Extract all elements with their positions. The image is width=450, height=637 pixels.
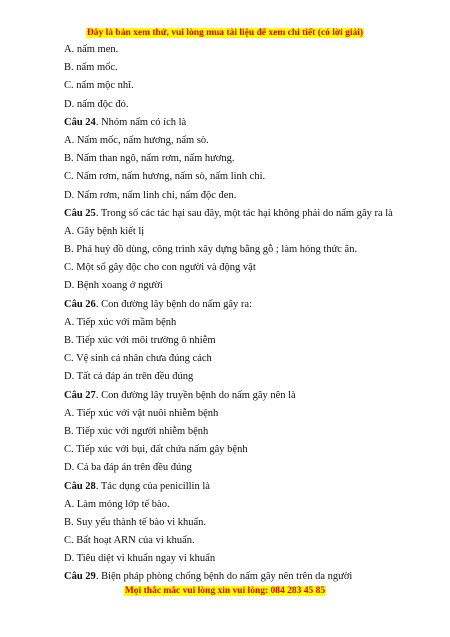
answer-option: A. Tiếp xúc với mầm bệnh [64,316,177,328]
question-text: . Nhóm nấm có ích là [95,116,187,128]
question-stem [64,296,434,314]
question-text: . Con đường lây bệnh do nấm gây ra: [95,298,252,310]
question-stem [64,114,434,132]
answer-option: D. Tất cả đáp án trên đều đúng [64,371,194,383]
question-number: Câu 28 [64,480,96,492]
question-number: Câu 25 [64,207,96,219]
question-text: . Trong số các tác hại sau đây, một tác hại không phải do nấm gây ra là [95,207,393,219]
answer-option: A. Làm mỏng lớp tế bào. [64,498,170,510]
header-banner-text: Đây là bản xem thử, vui lòng mua tài liệu để xem chi tiết (có lời giải) [86,28,364,38]
answer-option: B. Suy yếu thành tế bào vi khuẩn. [64,516,207,528]
question-stem [64,205,434,223]
question-stem [64,568,434,586]
answer-option: B. nấm mốc. [64,62,118,74]
answer-option: A. Nấm mốc, nấm hương, nấm sò. [64,134,209,146]
question-number: Câu 27 [64,389,96,401]
question-text: . Tác dụng của penicillin là [95,480,210,492]
question-text: . Biện pháp phòng chống bệnh do nấm gây nên trên da người [95,571,353,583]
question-stem [64,387,434,405]
answer-option: A. nấm men. [64,44,119,55]
question-number: Câu 29 [64,571,96,583]
answer-option: C. nấm mộc nhĩ. [64,80,134,92]
footer-banner [0,586,450,596]
question-list [64,41,434,587]
answer-option: C. Một số gây độc cho con người và động vật [64,262,256,274]
answer-option: C. Vệ sinh cá nhân chưa đúng cách [64,353,212,365]
answer-option: B. Tiếp xúc với người nhiễm bệnh [64,425,209,437]
answer-option: B. Tiếp xúc với môi trường ô nhiễm [64,335,216,346]
answer-option: B. Phá huỷ đồ dùng, công trình xây dựng bằng gỗ ; làm hỏng thức ăn. [64,244,358,256]
question-text: . Con đường lây truyền bệnh do nấm gây nên là [95,389,296,401]
question-number: Câu 24 [64,116,96,128]
answer-option: A. Gây bệnh kiết lị [64,225,145,237]
answer-option: D. Bệnh xoang ở người [64,280,163,292]
answer-option: D. Nấm rơm, nấm linh chi, nấm độc đen. [64,189,237,201]
answer-option: D. Cả ba đáp án trên đều đúng [64,462,192,474]
question-number: Câu 26 [64,298,96,310]
question-stem [64,478,434,496]
answer-option: A. Tiếp xúc với vật nuôi nhiễm bệnh [64,407,219,419]
answer-option: D. nấm độc đỏ. [64,98,129,110]
answer-option: C. Nấm rơm, nấm hương, nấm sò, nấm linh chi. [64,171,266,183]
answer-option: C. Bất hoạt ARN của vi khuẩn. [64,535,195,547]
header-banner [0,28,450,38]
answer-option: C. Tiếp xúc với bụi, đất chứa nấm gây bệnh [64,444,248,456]
footer-banner-text: Mọi thắc mắc vui lòng xin vui lòng: 084 283 45 85 [124,586,326,596]
answer-option: D. Tiêu diệt vi khuẩn ngay vi khuẩn [64,553,216,565]
answer-option: B. Nấm than ngô, nấm rơm, nấm hương. [64,153,235,165]
